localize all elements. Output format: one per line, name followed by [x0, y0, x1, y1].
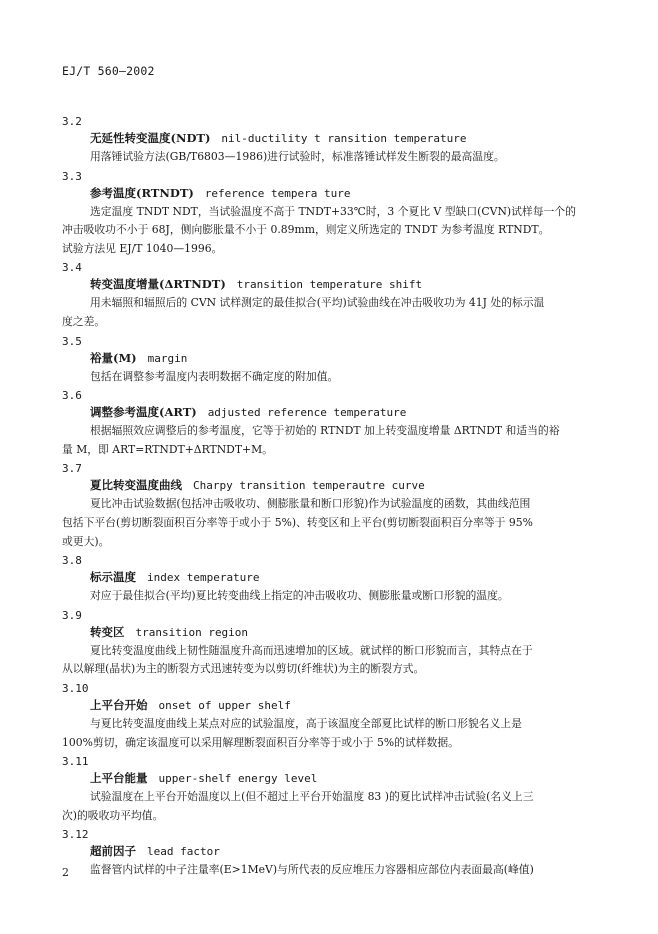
- definition-line: 量 M，即 ART=RTNDT+ΔRTNDT+M。: [62, 442, 273, 456]
- term-english: transition temperature shift: [236, 278, 423, 292]
- definition-line: 从以解理(晶状)为主的断裂方式迅速转变为以剪切(纤维状)为主的断裂方式。: [62, 662, 425, 676]
- definition-line: 用未辐照和辐照后的 CVN 试样测定的最佳拟合(平均)试验曲线在冲击吸收功为 41J 处的标示温: [90, 296, 545, 310]
- definition-line: 100%剪切，确定该温度可以采用解理断裂面积百分率等于或小于 5%的试样数据。: [62, 735, 459, 749]
- definition-line: 试验方法见 EJ/T 1040—1996。: [62, 241, 223, 255]
- term-definition: [62, 788, 582, 825]
- definition-line: 或更大)。: [62, 534, 110, 548]
- term-heading: [62, 349, 582, 368]
- term-heading: [62, 568, 582, 587]
- term-definition: [62, 422, 582, 459]
- term-english: nil-ductility t ransition temperature: [221, 132, 467, 145]
- page-number: 2: [62, 866, 69, 879]
- term-definition: [62, 294, 582, 331]
- term-definition: [62, 368, 582, 387]
- definition-line: 冲击吸收功不小于 68J，侧向膨胀量不小于 0.89mm，则定义所选定的 TNDT 为参考温度 RTNDT。: [62, 223, 550, 237]
- clause-number: 3.7: [62, 462, 82, 476]
- term-definition: [62, 148, 582, 167]
- clause-section: [62, 169, 582, 259]
- term-english: index temperature: [146, 571, 260, 585]
- clause-section: [62, 334, 582, 387]
- definition-line: 试验温度在上平台开始温度以上(但不超过上平台开始温度 83 )的夏比试样冲击试验(名义上三: [90, 790, 534, 804]
- clause-number: 3.12: [62, 828, 89, 842]
- clause-section: [62, 681, 582, 752]
- definition-line: 包括下平台(剪切断裂面积百分率等于或小于 5%)、转变区和上平台(剪切断裂面积百分率等于 95%: [62, 515, 533, 529]
- clause-number: 3.9: [62, 608, 82, 622]
- term-english: lead factor: [146, 845, 220, 859]
- term-heading: [62, 769, 582, 788]
- clause-section: [62, 827, 582, 880]
- term-heading: [62, 403, 582, 422]
- term-definition: [62, 861, 582, 880]
- definition-line: 夏比冲击试验数据(包括冲击吸收功、侧膨胀量和断口形貌)作为试验温度的函数，其曲线范围: [90, 497, 531, 511]
- term-heading: [62, 184, 582, 203]
- definition-line: 根据辐照效应调整后的参考温度，它等于初始的 RTNDT 加上转变温度增量 ΔRTNDT 和适当的裕: [90, 424, 560, 438]
- clause-section: [62, 114, 582, 167]
- term-english: Charpy transition temperautre curve: [192, 479, 425, 493]
- clause-section: [62, 553, 582, 606]
- term-heading: [62, 842, 582, 861]
- term-chinese: 上平台能量: [90, 771, 148, 786]
- clause-number: 3.5: [62, 334, 82, 348]
- term-chinese: 调整参考温度(ART): [90, 405, 197, 420]
- term-heading: [62, 476, 582, 495]
- clause-section: [62, 608, 582, 679]
- clause-section: [62, 461, 582, 551]
- definition-line: 对应于最佳拟合(平均)夏比转变曲线上指定的冲击吸收功、侧膨胀量或断口形貌的温度。: [90, 589, 509, 603]
- term-chinese: 夏比转变温度曲线: [90, 478, 182, 493]
- term-chinese: 参考温度(RTNDT): [90, 185, 194, 200]
- clause-section: [62, 388, 582, 459]
- term-heading: [62, 696, 582, 715]
- definition-line: 与夏比转变温度曲线上某点对应的试验温度，高于该温度全部夏比试样的断口形貌名义上是: [90, 716, 522, 730]
- term-english: adjusted reference temperature: [207, 406, 407, 420]
- term-english: onset of upper shelf: [158, 698, 291, 712]
- clause-number: 3.4: [62, 261, 82, 275]
- content-body: [62, 112, 582, 880]
- term-chinese: 上平台开始: [90, 697, 148, 712]
- term-english: upper-shelf energy level: [158, 772, 318, 786]
- definition-line: 选定温度 TNDT NDT，当试验温度不高于 TNDT+33℃时，3 个夏比 V 型缺口(CVN)试样每一个的: [90, 204, 576, 218]
- term-definition: [62, 642, 582, 679]
- definition-line: 监督管内试样的中子注量率(E>1MeV)与所代表的反应堆压力容器相应部位内表面最高(峰值): [90, 863, 534, 877]
- term-chinese: 裕量(M): [90, 350, 137, 365]
- term-definition: [62, 715, 582, 752]
- term-chinese: 无延性转变温度(NDT): [90, 131, 211, 145]
- definition-line: 次)的吸收功平均值。: [62, 808, 164, 822]
- clause-number: 3.3: [62, 169, 82, 183]
- standard-id: EJ/T 560—2002: [62, 64, 155, 78]
- clause-section: [62, 754, 582, 825]
- clause-number: 3.10: [62, 681, 89, 695]
- term-definition: [62, 495, 582, 551]
- term-chinese: 标示温度: [90, 570, 136, 585]
- term-heading: [62, 129, 582, 148]
- definition-line: 度之差。: [62, 314, 106, 328]
- clause-number: 3.8: [62, 554, 82, 568]
- term-chinese: 转变区: [90, 624, 125, 639]
- term-heading: [62, 623, 582, 642]
- term-definition: [62, 203, 582, 259]
- term-definition: [62, 587, 582, 606]
- definition-line: 夏比转变温度曲线上韧性随温度升高而迅速增加的区域。就试样的断口形貌而言，其特点在于: [90, 643, 533, 657]
- term-heading: [62, 275, 582, 294]
- clause-number: 3.2: [62, 115, 82, 128]
- definition-line: 用落锤试验方法(GB/T6803—1986)进行试验时，标准落锤试样发生断裂的最高温度。: [90, 150, 505, 163]
- term-english: transition region: [135, 625, 249, 639]
- term-english: reference tempera ture: [204, 186, 351, 200]
- definition-line: 包括在调整参考温度内表明数据不确定度的附加值。: [90, 369, 339, 383]
- clause-number: 3.6: [62, 389, 82, 403]
- clause-number: 3.11: [62, 755, 89, 769]
- term-english: margin: [147, 351, 188, 365]
- term-chinese: 超前因子: [90, 844, 136, 859]
- term-chinese: 转变温度增量(ΔRTNDT): [90, 277, 226, 292]
- clause-section: [62, 260, 582, 331]
